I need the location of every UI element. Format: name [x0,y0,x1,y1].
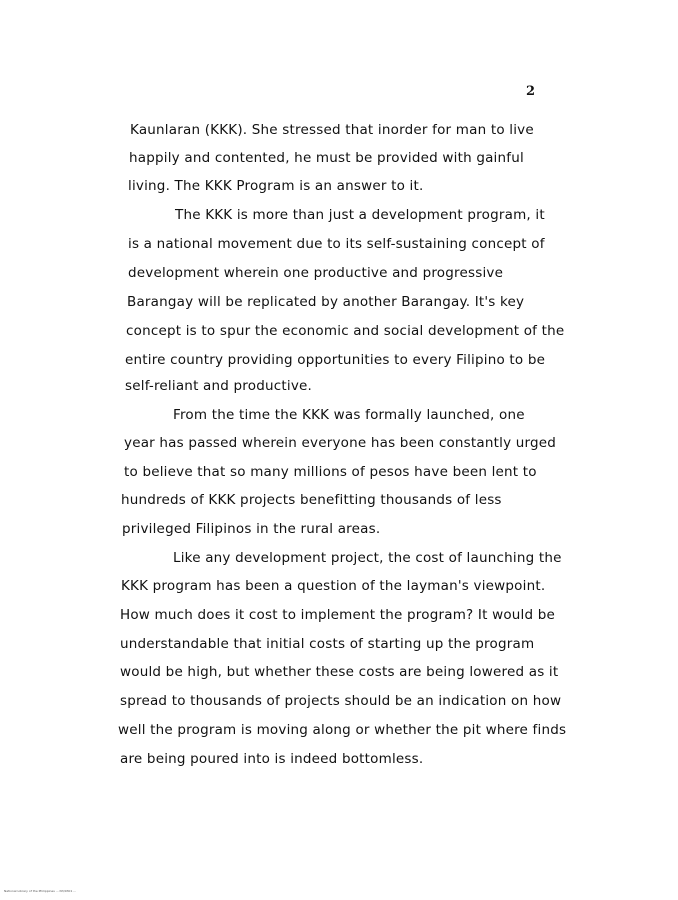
text-line: hundreds of KKK projects benefitting thousands of less [121,492,502,508]
text-line: The KKK is more than just a development program, it [175,207,545,223]
text-line: year has passed wherein everyone has been constantly urged [124,435,557,451]
text-line: well the program is moving along or whether the pit where finds [118,722,567,738]
text-line: Barangay will be replicated by another Barangay. It's key [127,294,525,310]
page-number: 2 [526,84,536,99]
text-line: development wherein one productive and progressive [128,265,504,281]
text-line: privileged Filipinos in the rural areas. [122,521,381,537]
text-line: to believe that so many millions of pesos have been lent to [124,464,537,480]
text-line: happily and contented, he must be provided with gainful [129,150,524,166]
text-line: is a national movement due to its self-sustaining concept of [128,236,545,252]
text-line: self-reliant and productive. [125,378,312,394]
text-line: spread to thousands of projects should be an indication on how [120,693,562,709]
text-line: are being poured into is indeed bottomless. [120,751,424,767]
text-line: How much does it cost to implement the program? It would be [120,607,556,623]
text-line: entire country providing opportunities to every Filipino to be [125,352,546,368]
text-line: Like any development project, the cost of launching the [173,550,562,566]
text-line: From the time the KKK was formally launched, one [173,407,525,423]
text-line: Kaunlaran (KKK). She stressed that inorder for man to live [130,122,534,138]
text-line: KKK program has been a question of the layman's viewpoint. [121,578,546,594]
text-line: living. The KKK Program is an answer to it. [128,178,424,194]
text-line: would be high, but whether these costs are being lowered as it [120,664,559,680]
text-line: understandable that initial costs of starting up the program [120,636,535,652]
text-line: concept is to spur the economic and social development of the [126,323,565,339]
archive-stamp: National Library of the Philippines ... N3/9301 ... [4,889,77,893]
